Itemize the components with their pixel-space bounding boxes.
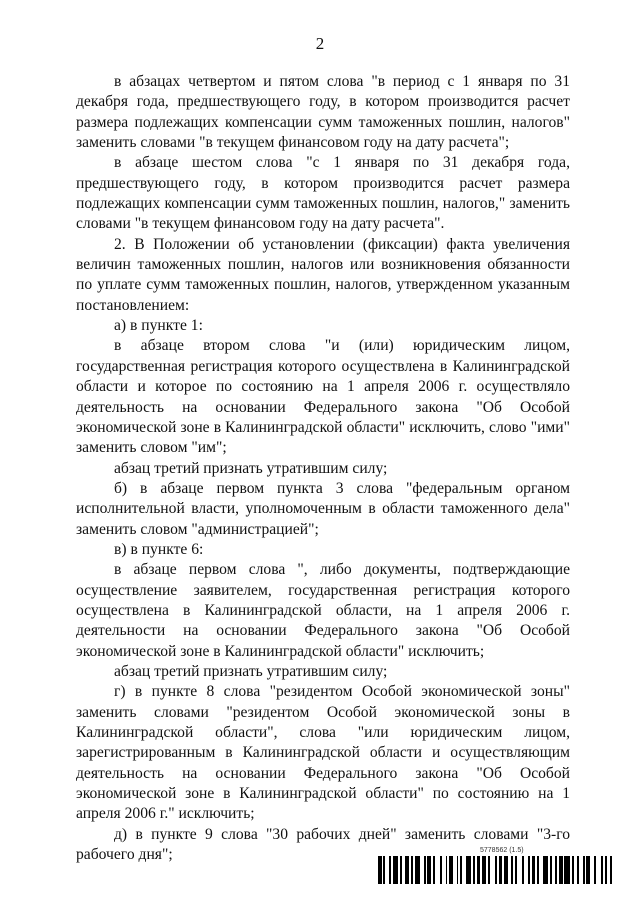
document-code: 5778562 (1.5) xyxy=(480,847,524,854)
paragraph: 2. В Положении об установлении (фиксации) факта увеличения величин таможенных пошлин, налогов или возникновения обязанности по уплате сумм таможенных пошлин, налогов, утвержденном указанным постановлением: xyxy=(76,235,570,314)
page-number: 2 xyxy=(315,34,325,53)
paragraph: в абзаце втором слова "и (или) юридическим лицом, государственная регистрация которого осуществлена в Калининградской области и которое по состоянию на 1 апреля 2006 г. осуществляло деятельность на основании Федерального закона "Об Особой экономической зоне в Калининградской области" исключить, слово "ими" заменить словом "им"; xyxy=(76,337,570,457)
paragraph: в абзацах четвертом и пятом слова "в период с 1 января по 31 декабря года, предшествующего году, в котором производится расчет размера подлежащих компенсации сумм таможенных пошлин, налогов" заменить словами "в текущем финансовом году на дату расчета"; xyxy=(76,73,570,152)
paragraph: д) в пункте 9 слова "30 рабочих дней" заменить словами "3-го рабочего дня"; xyxy=(76,825,570,864)
paragraph: абзац третий признать утратившим силу; xyxy=(114,662,388,680)
paragraph: в) в пункте 6: xyxy=(114,540,204,558)
document-body xyxy=(76,72,570,865)
barcode xyxy=(378,856,616,884)
paragraph: в абзаце первом слова ", либо документы, подтверждающие осуществление заявителем, государственная регистрация которого осуществлена в Калининградской области, на 1 апреля 2006 г. деятельности на основании Федерального закона "Об Особой экономической зоне в Калининградской области" исключить; xyxy=(76,561,570,660)
paragraph: г) в пункте 8 слова "резидентом Особой экономической зоны" заменить словами "резидентом Особой экономической зоны в Калининградской области", слова "или юридическим лицом, зарегистрированным в Калининградской области и осуществляющим деятельность на основании Федерального закона "Об Особой экономической зоне в Калининградской области" по состоянию на 1 апреля 2006 г." исключить; xyxy=(76,683,570,823)
paragraph: б) в абзаце первом пункта 3 слова "федеральным органом исполнительной власти, уполномоченным в области таможенного дела" заменить словом "администрацией"; xyxy=(76,479,570,538)
paragraph: а) в пункте 1: xyxy=(114,317,203,335)
paragraph: абзац третий признать утратившим силу; xyxy=(114,459,388,477)
paragraph: в абзаце шестом слова "с 1 января по 31 декабря года, предшествующего году, в котором производится расчет размера подлежащих компенсации сумм таможенных пошлин, налогов," заменить словами "в текущем финансовом году на дату расчета". xyxy=(76,154,570,233)
